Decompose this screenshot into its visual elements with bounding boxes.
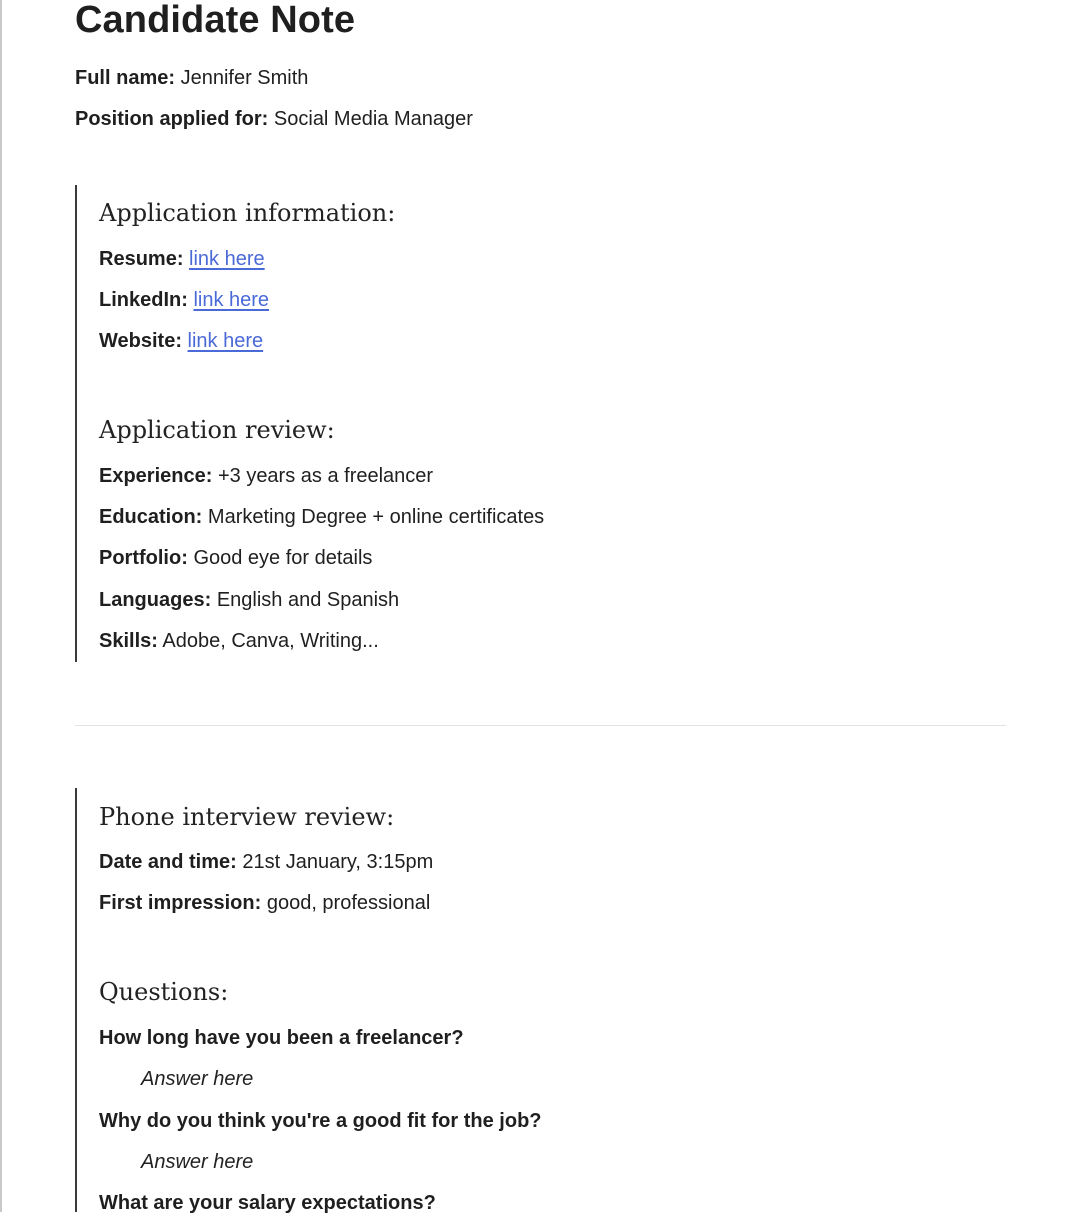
linkedin-link[interactable]: link here — [193, 289, 270, 311]
datetime-row — [99, 850, 433, 874]
full-name-value: Jennifer Smith — [180, 67, 309, 89]
phone-interview-heading: Phone interview review: — [99, 803, 395, 831]
answer-text[interactable]: Answer here — [141, 1151, 254, 1173]
resume-row — [99, 247, 265, 271]
section-divider — [75, 725, 1006, 726]
question-item — [99, 1191, 436, 1215]
education-value: Marketing Degree + online certificates — [207, 506, 545, 528]
skills-label: Skills: — [99, 630, 158, 652]
linkedin-label: LinkedIn: — [99, 289, 188, 311]
datetime-label: Date and time: — [99, 851, 237, 873]
answer-text[interactable]: Answer here — [141, 1068, 254, 1090]
application-review-heading: Application review: — [99, 416, 335, 444]
languages-label: Languages: — [99, 589, 212, 611]
question-text: How long have you been a freelancer? — [99, 1027, 464, 1049]
application-quote-bar — [75, 185, 77, 662]
experience-row — [99, 464, 433, 488]
education-row — [99, 505, 544, 529]
question-item — [99, 1109, 542, 1133]
position-value: Social Media Manager — [273, 108, 473, 130]
portfolio-row — [99, 546, 372, 570]
skills-value: Adobe, Canva, Writing... — [162, 630, 379, 652]
skills-row — [99, 629, 379, 653]
page-title: Candidate Note — [75, 0, 356, 41]
portfolio-value: Good eye for details — [193, 547, 373, 569]
question-item — [99, 1026, 464, 1050]
website-label: Website: — [99, 330, 182, 352]
full-name-row — [75, 66, 308, 90]
impression-label: First impression: — [99, 892, 262, 914]
position-row — [75, 107, 473, 131]
phone-interview-quote-bar — [75, 788, 77, 1212]
question-text: What are your salary expectations? — [99, 1192, 436, 1214]
languages-row — [99, 588, 399, 612]
full-name-label: Full name: — [75, 67, 176, 89]
resume-label: Resume: — [99, 248, 184, 270]
education-label: Education: — [99, 506, 203, 528]
question-text: Why do you think you're a good fit for the job? — [99, 1110, 542, 1132]
languages-value: English and Spanish — [216, 589, 400, 611]
experience-label: Experience: — [99, 465, 213, 487]
impression-row — [99, 891, 430, 915]
impression-value: good, professional — [266, 892, 431, 914]
application-information-heading: Application information: — [99, 199, 396, 227]
linkedin-row — [99, 288, 269, 312]
website-link[interactable]: link here — [187, 330, 264, 352]
position-label: Position applied for: — [75, 108, 269, 130]
experience-value: +3 years as a freelancer — [217, 465, 434, 487]
website-row — [99, 329, 263, 353]
portfolio-label: Portfolio: — [99, 547, 188, 569]
resume-link[interactable]: link here — [189, 248, 265, 270]
datetime-value: 21st January, 3:15pm — [242, 851, 434, 873]
questions-heading: Questions: — [99, 978, 229, 1006]
